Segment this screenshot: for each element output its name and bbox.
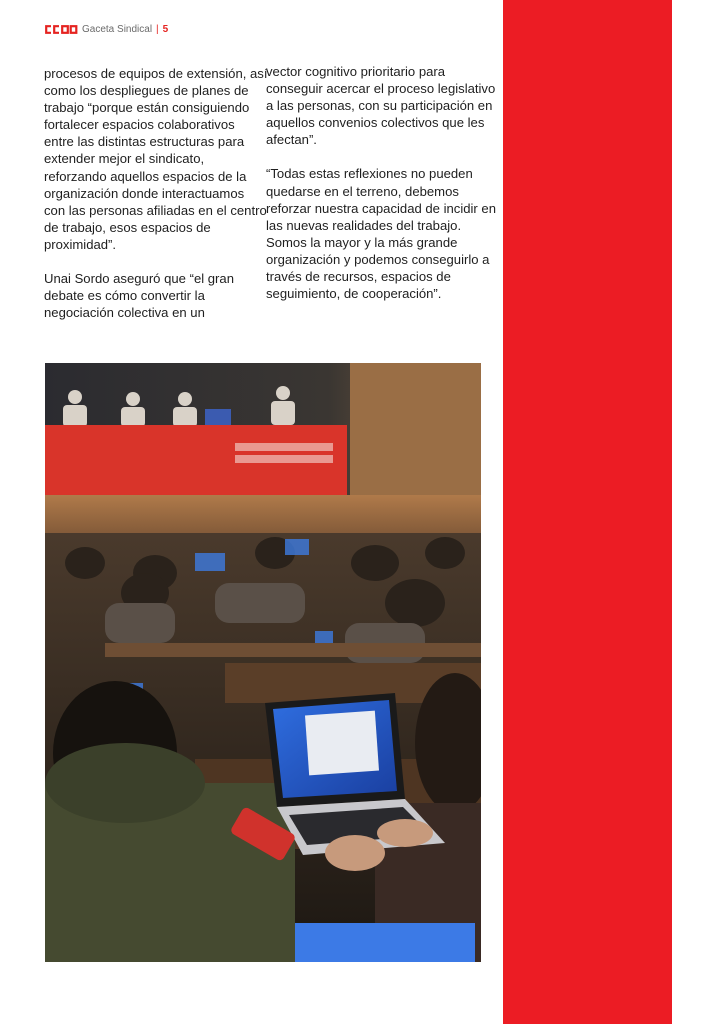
article-right-column xyxy=(266,63,498,319)
ccoo-logo xyxy=(44,25,78,34)
paragraph: Unai Sordo aseguró que “el gran debate es cómo convertir la negociación colectiva en un xyxy=(44,271,234,321)
article-left-column xyxy=(44,65,268,338)
paragraph: “Todas estas reflexiones no pueden quedarse en el terreno, debemos reforzar nuestra capacidad de incidir en las nuevas realidades del trabajo. Somos la mayor y la más grande organización y podemos conseguirlo a través de recursos, espacios de seguimiento, de cooperación”. xyxy=(266,166,496,302)
publication-name: Gaceta Sindical xyxy=(82,23,153,35)
conference-photo xyxy=(45,363,481,962)
red-side-band xyxy=(503,0,672,1024)
page-header xyxy=(44,22,168,36)
paragraph: procesos de equipos de extensión, así como los despliegues de planes de trabajo “porque están consiguiendo fortalecer espacios colaborativos entre las distintas estructuras para extender mejor el sindicato, reforzando aquellos espacios de la organización donde interactuamos con las personas afiliadas en el centro de trabajo, esos espacios de proximidad”. xyxy=(44,66,268,252)
header-separator: | xyxy=(156,23,159,35)
paragraph: vector cognitivo prioritario para conseguir acercar el proceso legislativo a las personas, con su participación en aquellos convenios colectivos que les afectan”. xyxy=(266,64,496,148)
page-number: 5 xyxy=(162,23,169,35)
